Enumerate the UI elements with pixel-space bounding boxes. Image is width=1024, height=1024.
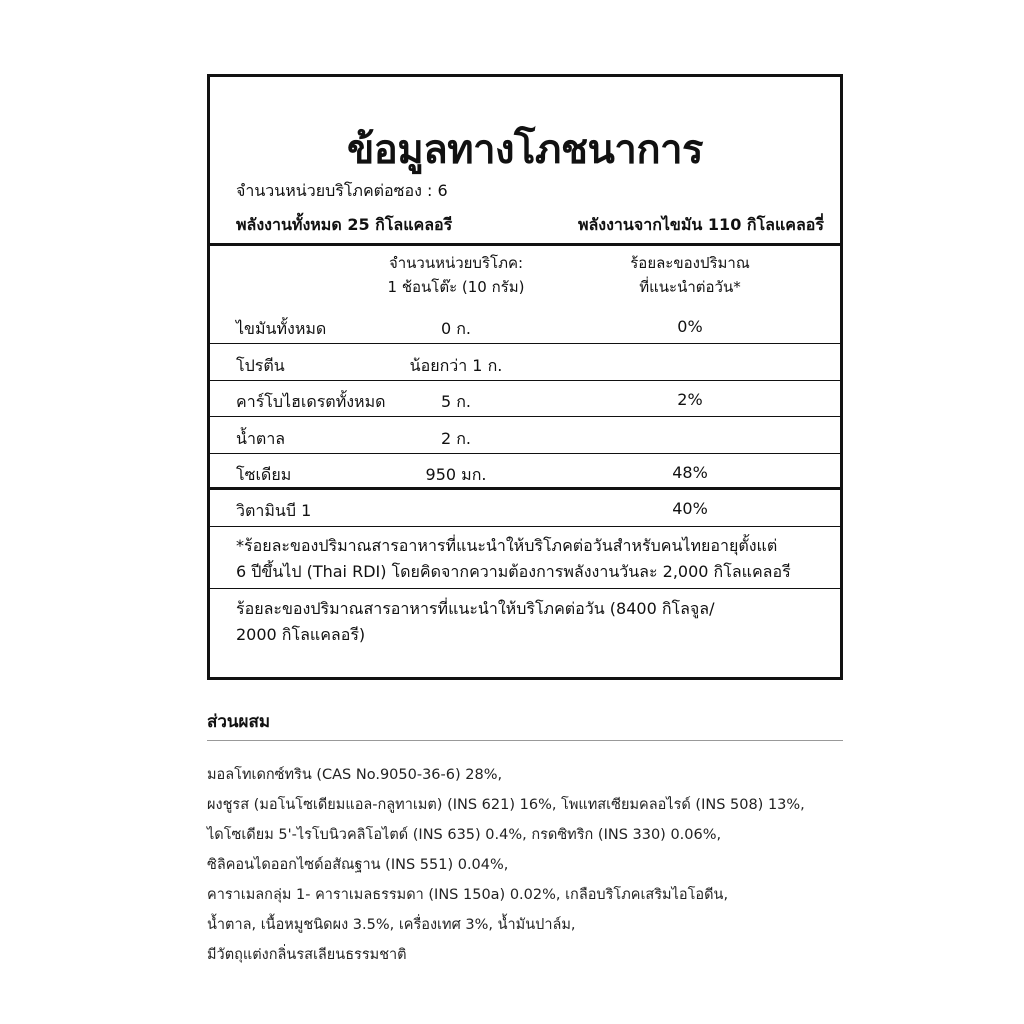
- vitamin-name: วิตามินบี 1: [236, 501, 312, 520]
- rdi-header-line1: ร้อยละของปริมาณ: [630, 254, 750, 272]
- nutrient-percent: 2%: [677, 390, 703, 409]
- serving-size-header-line1: จำนวนหน่วยบริโภค:: [388, 254, 524, 272]
- ingredients-line: คาราเมลกลุ่ม 1- คาราเมลธรรมดา (INS 150a) 0.02%, เกลือบริโภคเสริมไอโอดีน,: [207, 887, 729, 903]
- ingredients-heading: ส่วนผสม: [207, 712, 271, 732]
- rdi-footnote-line2: 6 ปีขึ้นไป (Thai RDI) โดยคิดจากความต้องการพลังงานวันละ 2,000 กิโลแคลอรี: [236, 562, 791, 581]
- ingredients-line: ซิลิคอนไดออกไซด์อสัณฐาน (INS 551) 0.04%,: [207, 857, 509, 873]
- divider-thick: [210, 487, 840, 490]
- ingredients-line: น้ำตาล, เนื้อหมูชนิดผง 3.5%, เครื่องเทศ 3%, น้ำมันปาล์ม,: [207, 917, 576, 933]
- vitamin-percent: 40%: [672, 499, 708, 518]
- ingredients-list: [207, 760, 843, 970]
- nutrient-name: โปรตีน: [236, 356, 285, 375]
- nutrient-percent: 48%: [672, 463, 708, 482]
- nutrient-amount: 5 ก.: [440, 392, 472, 411]
- nutrient-amount: น้อยกว่า 1 ก.: [409, 356, 503, 375]
- energy-footnote: [236, 596, 824, 648]
- divider-thin: [210, 526, 840, 527]
- divider-thin: [210, 343, 840, 344]
- ingredients-line: ผงชูรส (มอโนโซเดียมแอล-กลูทาเมต) (INS 621) 16%, โพแทสเซียมคลอไรด์ (INS 508) 13%,: [207, 797, 805, 813]
- nutrient-amount: 950 มก.: [425, 465, 487, 484]
- servings-per-pack: จำนวนหน่วยบริโภคต่อซอง : 6: [236, 181, 448, 200]
- nutrition-label: [207, 74, 843, 680]
- nutrient-amount: 0 ก.: [440, 319, 472, 338]
- ingredients-line: มอลโทเดกซ์ทริน (CAS No.9050-36-6) 28%,: [207, 767, 503, 783]
- divider-thick: [210, 243, 840, 246]
- energy-footnote-line1: ร้อยละของปริมาณสารอาหารที่แนะนำให้บริโภคต่อวัน (8400 กิโลจูล/: [236, 599, 715, 618]
- rdi-footnote: [236, 533, 824, 585]
- nutrient-amount: 2 ก.: [440, 429, 472, 448]
- label-title: ข้อมูลทางโภชนาการ: [346, 127, 704, 173]
- divider-thin: [210, 416, 840, 417]
- rdi-footnote-line1: *ร้อยละของปริมาณสารอาหารที่แนะนำให้บริโภคต่อวันสำหรับคนไทยอายุตั้งแต่: [236, 536, 778, 555]
- rdi-header: [590, 251, 790, 299]
- ingredients-divider: [207, 740, 843, 741]
- nutrient-percent: 0%: [677, 317, 703, 336]
- nutrient-name: ไขมันทั้งหมด: [236, 319, 327, 338]
- serving-size-header: [356, 251, 556, 299]
- nutrient-name: คาร์โบไฮเดรตทั้งหมด: [236, 392, 386, 411]
- divider-thin: [210, 453, 840, 454]
- energy-from-fat: พลังงานจากไขมัน 110 กิโลแคลอรี่: [577, 215, 824, 234]
- ingredients-line: มีวัตถุแต่งกลิ่นรสเลียนธรรมชาติ: [207, 947, 407, 963]
- divider-thin: [210, 588, 840, 589]
- nutrient-name: น้ำตาล: [236, 429, 286, 448]
- rdi-header-line2: ที่แนะนำต่อวัน*: [639, 278, 741, 296]
- energy-total: พลังงานทั้งหมด 25 กิโลแคลอรี: [236, 215, 453, 234]
- serving-size-header-line2: 1 ช้อนโต๊ะ (10 กรัม): [387, 278, 525, 296]
- ingredients-line: ไดโซเดียม 5'-ไรโบนิวคลิโอไตด์ (INS 635) 0.4%, กรดซิทริก (INS 330) 0.06%,: [207, 827, 722, 843]
- nutrient-name: โซเดียม: [236, 465, 292, 484]
- energy-footnote-line2: 2000 กิโลแคลอรี): [236, 625, 366, 644]
- divider-thin: [210, 380, 840, 381]
